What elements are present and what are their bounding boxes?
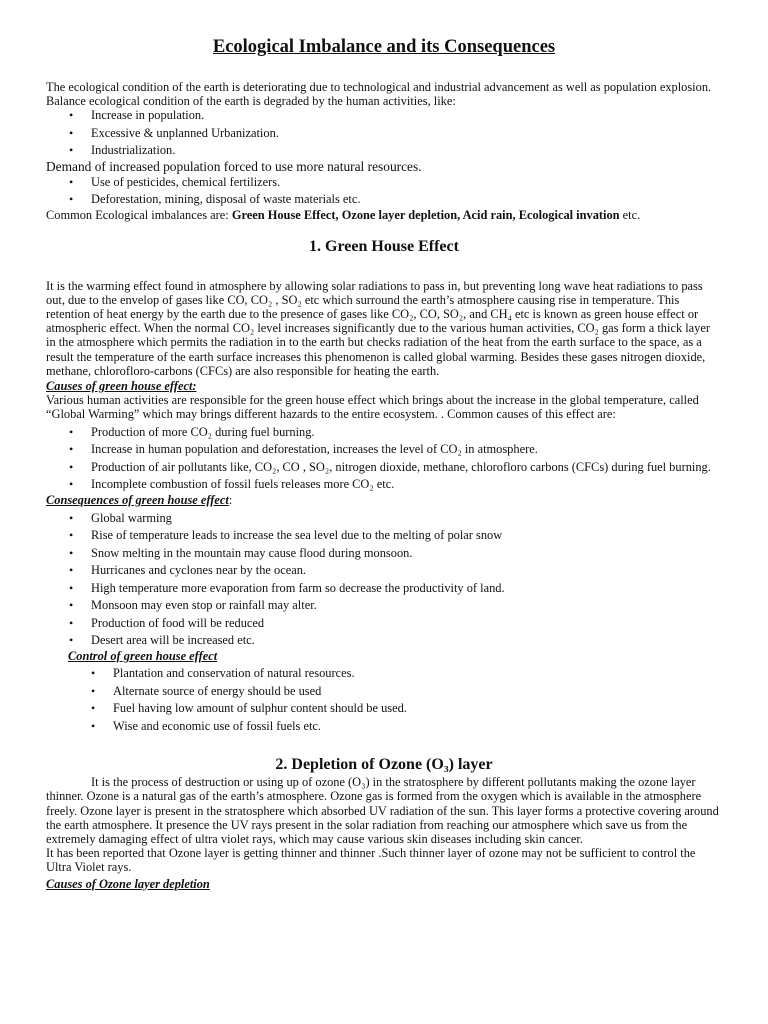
demand-sentence: Demand of increased population forced to use more natural resources. (46, 159, 422, 175)
list-item: • Use of pesticides, chemical fertilizers. (91, 175, 722, 189)
list-item: • Increase in human population and deforestation, increases the level of CO₂ in atmosphere. (91, 442, 722, 456)
resource-use-list (46, 175, 722, 206)
intro-paragraph: The ecological condition of the earth is deteriorating due to technological and industrial advancement as well as population explosion. Balance ecological condition of the earth is degraded by the human activities, like: (46, 80, 712, 109)
ozone-paragraph: It is the process of destruction or using up of ozone (O₃) in the stratosphere by different pollutants making the ozone layer thinner. Ozone is a natural gas of the earth’s atmosphere. Ozone gas is formed from the oxygen which is available in the atmosphere freely. Ozone layer is present in the stratosphere which absorbed UV radiation of the sun. This layer forms a protective covering around the earth atmosphere. It presence the UV rays present in the solar radiation from reaching our atmosphere which save us from the extremely damaging effect of ultra violet rays, which may cause various skin diseases including skin cancer. (46, 775, 719, 846)
list-item: • Increase in population. (91, 108, 722, 122)
list-item: • Production of food will be reduced (91, 616, 722, 630)
list-item: • Fuel having low amount of sulphur content should be used. (113, 701, 722, 715)
consequences-colon: : (228, 493, 233, 508)
common-imbalances-sentence (46, 208, 722, 222)
list-item: • Global warming (91, 511, 722, 525)
green-house-paragraph: It is the warming effect found in atmosphere by allowing solar radiations to pass in, but preventing long wave heat radiations to pass out, due to the envelop of gases like CO, CO₂ , SO₂ etc which surround the earth’s atmosphere causing rise in temperature. This retention of heat energy by the earth due to the presence of gases like CO₂, CO, SO₂, and CH₄ etc is known as green house effect or atmospheric effect. When the normal CO₂ level increases significantly due to the various human activities, CO₂ gas form a thick layer in the atmosphere which permits the radiation in to the earth but checks radiation of the heat from the earth surface to the space, as a result the temperature of the earth surface increases this phenomenon is called global warming. Besides these gases nitrogen dioxide, methane, chlorofloro-carbons (CFCs) are also responsible for heating the earth. (46, 278, 710, 378)
causes-list (46, 425, 722, 492)
list-item: • Production of air pollutants like, CO₂, CO , SO₂, nitrogen dioxide, methane, chlorofloro carbons (CFCs) during fuel burning. (91, 460, 722, 474)
document-title: Ecological Imbalance and its Consequences (212, 37, 556, 57)
list-item: • Alternate source of energy should be used (113, 684, 722, 698)
ozone-causes-label: Causes of Ozone layer depletion (46, 876, 210, 891)
list-item: • Desert area will be increased etc. (91, 633, 722, 647)
consequences-label-line (46, 493, 722, 507)
list-item: • Snow melting in the mountain may cause flood during monsoon. (91, 546, 722, 560)
causes-label: Causes of green house effect: (46, 379, 197, 394)
causes-intro: Various human activities are responsible for the green house effect which brings about the increase in the global temperature, called “Global Warming” which may brings different hazards to the entire ecosystem. . Common causes of this effect are: (46, 393, 699, 422)
list-item: • Hurricanes and cyclones near by the ocean. (91, 563, 722, 577)
list-item: • Deforestation, mining, disposal of waste materials etc. (91, 192, 722, 206)
control-label: Control of green house effect (68, 649, 218, 664)
section-heading-ozone: 2. Depletion of Ozone (O₃) layer (275, 756, 493, 774)
list-item: • Excessive & unplanned Urbanization. (91, 126, 722, 140)
list-item: • Plantation and conservation of natural resources. (113, 666, 722, 680)
list-item: • Rise of temperature leads to increase the sea level due to the melting of polar snow (91, 528, 722, 542)
list-item: • Monsoon may even stop or rainfall may alter. (91, 598, 722, 612)
common-prefix: Common Ecological imbalances are: (46, 208, 232, 223)
ozone-thinning-paragraph: It has been reported that Ozone layer is getting thinner and thinner .Such thinner layer of ozone may not be sufficient to control the Ultra Violet rays. (46, 846, 696, 875)
section-heading-green-house: 1. Green House Effect (309, 237, 459, 255)
list-item: • Wise and economic use of fossil fuels etc. (113, 719, 722, 733)
list-item: • Production of more CO₂ during fuel burning. (91, 425, 722, 439)
common-imbalances-bold: Green House Effect, Ozone layer depletion, Acid rain, Ecological invation (231, 208, 620, 223)
consequences-list (46, 511, 722, 648)
control-list (46, 666, 722, 733)
consequences-label: Consequences of green house effect (46, 493, 229, 508)
list-item: • Incomplete combustion of fossil fuels releases more CO₂ etc. (91, 477, 722, 491)
list-item: • High temperature more evaporation from farm so decrease the productivity of land. (91, 581, 722, 595)
human-activities-list (46, 108, 722, 157)
common-suffix: etc. (619, 208, 641, 223)
list-item: • Industrialization. (91, 143, 722, 157)
